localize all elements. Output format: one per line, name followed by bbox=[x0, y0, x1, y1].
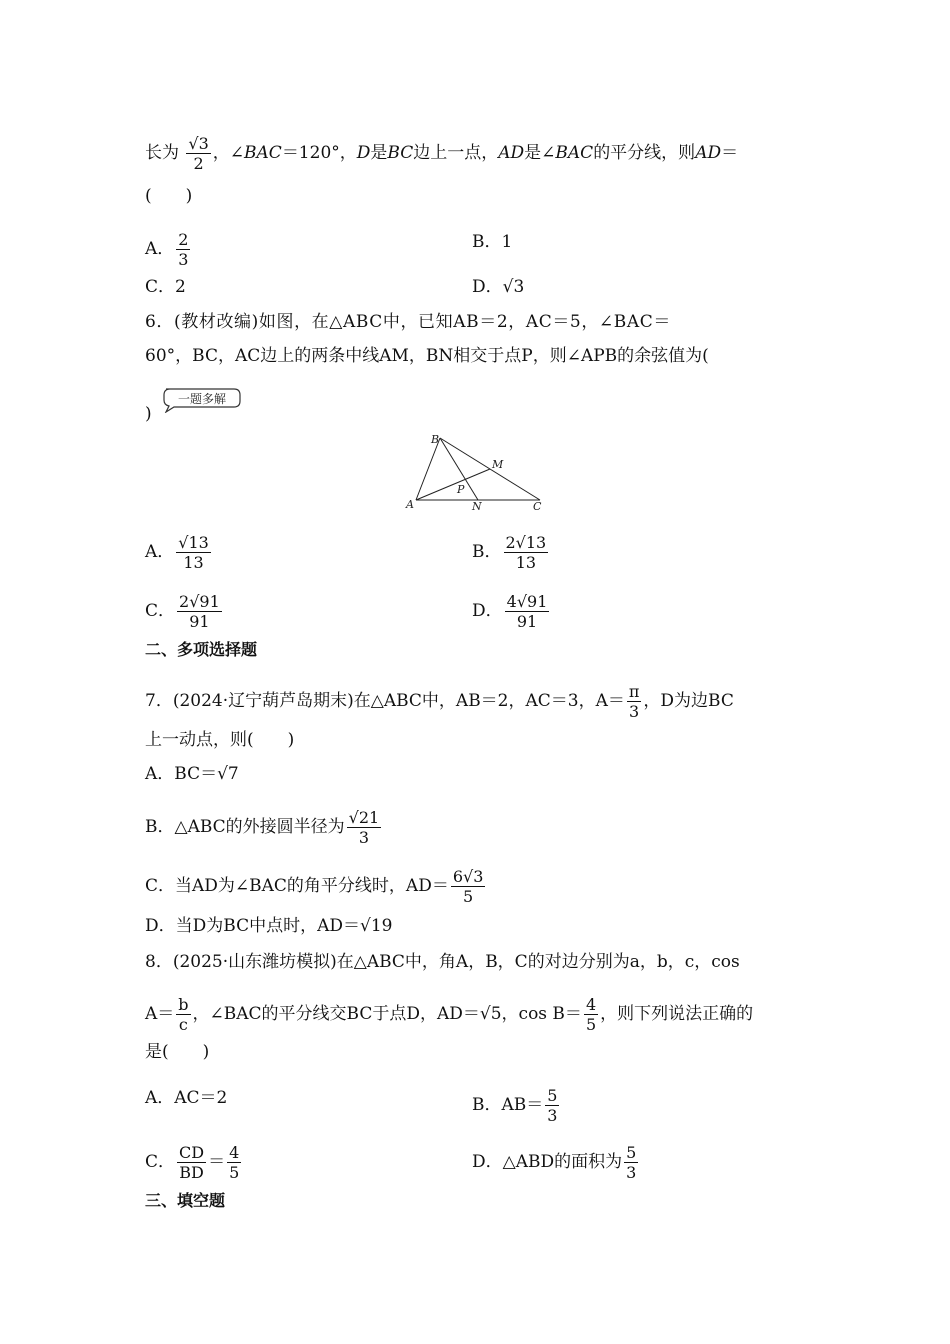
label-b: B bbox=[431, 433, 440, 446]
q7-option-c[interactable]: C．当AD为∠BAC的角平分线时，AD＝ $\frac{6√3}{5}$ bbox=[145, 867, 484, 906]
q8-option-d[interactable]: D．△ABD的面积为 $\frac{5}{3}$ bbox=[472, 1143, 637, 1182]
q6-stem-line1: 6．(教材改编)如图，在△ABC中，已知AB＝2，AC＝5，∠BAC＝ bbox=[145, 312, 671, 332]
label-c: C bbox=[533, 500, 542, 513]
q7-option-a[interactable]: A．BC＝√7 bbox=[145, 764, 239, 784]
q8-stem-line3: 是( ) bbox=[145, 1042, 210, 1062]
label-a: A bbox=[406, 498, 414, 511]
q8-option-a[interactable]: A．AC＝2 bbox=[145, 1088, 228, 1108]
q5-option-c[interactable]: C．2 bbox=[145, 277, 186, 297]
fraction: $\frac{√3}{2}$ bbox=[188, 134, 209, 173]
q8-stem-line1: 8．(2025·山东潍坊模拟)在△ABC中，角A，B，C的对边分别为a，b，c，cos bbox=[145, 952, 740, 972]
q8-stem-line2: A＝ $\frac{b}{c}$ ，∠BAC的平分线交BC于点D，AD＝√5，cos B＝ $\frac{4}{5}$ ，则下列说法正确的 bbox=[145, 995, 754, 1034]
label-m: M bbox=[492, 458, 504, 471]
label-p: P bbox=[457, 483, 465, 496]
q8-option-c[interactable]: C． $\frac{CD}{BD}$ ＝ $\frac{4}{5}$ bbox=[145, 1143, 240, 1182]
q5-option-b[interactable]: B．1 bbox=[472, 232, 513, 252]
median-am bbox=[416, 469, 490, 500]
multi-solution-badge bbox=[160, 385, 242, 413]
q5-option-a[interactable]: A． $\frac{2}{3}$ bbox=[145, 230, 189, 269]
badge-label: 一题多解 bbox=[177, 392, 227, 406]
q5-option-d[interactable]: D．√3 bbox=[472, 277, 525, 297]
q6-option-d[interactable]: D． $\frac{4√91}{91}$ bbox=[472, 592, 548, 631]
q5-stem-line: 长为 $\frac{√3}{2}$ ，∠BAC＝120°，D是BC边上一点，AD是∠BAC的平分线，则AD＝ bbox=[145, 134, 739, 173]
side-ab bbox=[416, 438, 440, 500]
q6-option-a[interactable]: A． $\frac{√13}{13}$ bbox=[145, 533, 209, 572]
q8-option-b[interactable]: B．AB＝ $\frac{5}{3}$ bbox=[472, 1086, 558, 1125]
q6-option-c[interactable]: C． $\frac{2√91}{91}$ bbox=[145, 592, 220, 631]
q6-stem-line3: ) bbox=[145, 404, 152, 424]
q7-stem-line2: 上一动点，则( ) bbox=[145, 730, 295, 750]
q7-option-d[interactable]: D．当D为BC中点时，AD＝√19 bbox=[145, 916, 393, 936]
q6-option-b[interactable]: B． $\frac{2√13}{13}$ bbox=[472, 533, 547, 572]
section-heading-fill-blank: 三、填空题 bbox=[145, 1191, 226, 1210]
q6-stem-line2: 60°，BC，AC边上的两条中线AM，BN相交于点P，则∠APB的余弦值为( bbox=[145, 346, 709, 366]
triangle-figure bbox=[400, 430, 550, 515]
section-heading-multiple-choice: 二、多项选择题 bbox=[145, 640, 258, 659]
label-n: N bbox=[472, 500, 482, 513]
q5-answer-paren: ( ) bbox=[145, 186, 193, 206]
q7-stem-line1: 7．(2024·辽宁葫芦岛期末)在△ABC中，AB＝2，AC＝3，A＝ $\frac{\pi}{3}$ ，D为边BC bbox=[145, 682, 734, 721]
q7-option-b[interactable]: B．△ABC的外接圆半径为 $\frac{√21}{3}$ bbox=[145, 808, 380, 847]
